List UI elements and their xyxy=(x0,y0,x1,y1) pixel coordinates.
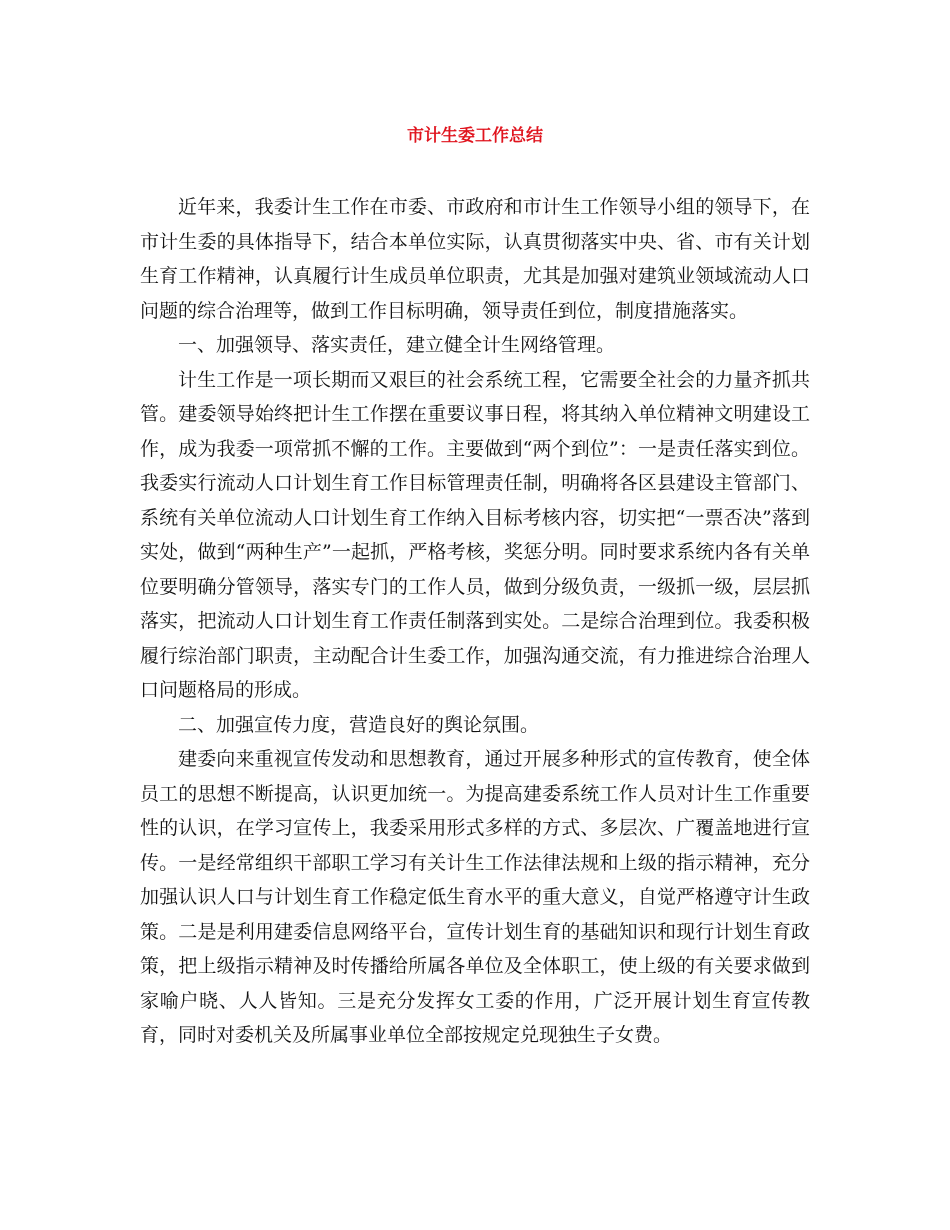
document-body xyxy=(140,190,810,1053)
paragraph-section-2: 建委向来重视宣传发动和思想教育，通过开展多种形式的宣传教育，使全体员工的思想不断提高，认识更加统一。为提高建委系统工作人员对计生工作重要性的认识，在学习宣传上，我委采用形式多样的方式、多层次、广覆盖地进行宣传。一是经常组织干部职工学习有关计生工作法律法规和上级的指示精神，充分加强认识人口与计划生育工作稳定低生育水平的重大意义，自觉严格遵守计生政策。二是是利用建委信息网络平台，宣传计划生育的基础知识和现行计划生育政策，把上级指示精神及时传播给所属各单位及全体职工，使上级的有关要求做到家喻户晓、人人皆知。三是充分发挥女工委的作用，广泛开展计划生育宣传教育，同时对委机关及所属事业单位全部按规定兑现独生子女费。 xyxy=(140,748,810,1046)
paragraph-section-1: 计生工作是一项长期而又艰巨的社会系统工程，它需要全社会的力量齐抓共管。建委领导始终把计生工作摆在重要议事日程，将其纳入单位精神文明建设工作，成为我委一项常抓不懈的工作。主要做到“两个到位”：一是责任落实到位。我委实行流动人口计划生育工作目标管理责任制，明确将各区县建设主管部门、系统有关单位流动人口计划生育工作纳入目标考核内容，切实把“一票否决”落到实处，做到“两种生产”一起抓，严格考核，奖惩分明。同时要求系统内各有关单位要明确分管领导，落实专门的工作人员，做到分级负责，一级抓一级，层层抓落实，把流动人口计划生育工作责任制落到实处。二是综合治理到位。我委积极履行综治部门职责，主动配合计生委工作，加强沟通交流，有力推进综合治理人口问题格局的形成。 xyxy=(140,368,810,701)
document-title: 市计生委工作总结 xyxy=(407,126,543,146)
section-heading-2: 二、加强宣传力度，营造良好的舆论氛围。 xyxy=(178,713,540,736)
section-heading-1: 一、加强领导、落实责任，建立健全计生网络管理。 xyxy=(178,334,616,356)
paragraph-intro: 近年来，我委计生工作在市委、市政府和市计生工作领导小组的领导下，在市计生委的具体指导下，结合本单位实际，认真贯彻落实中央、省、市有关计划生育工作精神，认真履行计生成员单位职责，尤其是加强对建筑业领域流动人口问题的综合治理等，做到工作目标明确，领导责任到位，制度措施落实。 xyxy=(140,196,810,322)
